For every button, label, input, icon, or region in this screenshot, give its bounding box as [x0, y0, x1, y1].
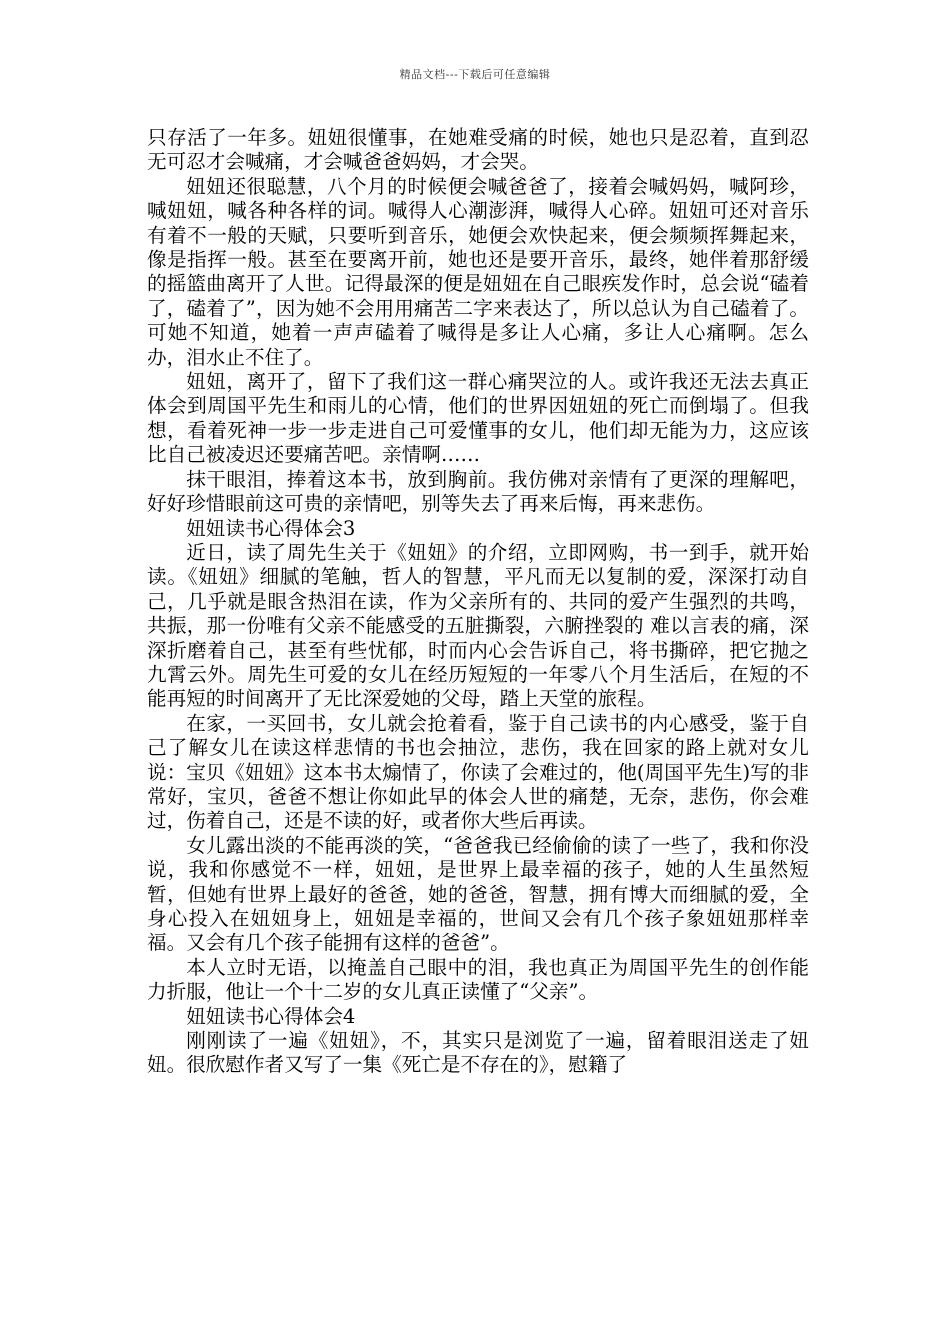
paragraph: 只存活了一年多。妞妞很懂事，在她难受痛的时候，她也只是忍着，直到忍无可忍才会喊痛，才会喊爸爸妈妈，才会哭。: [147, 126, 809, 174]
paragraph: 妞妞还很聪慧，八个月的时候便会喊爸爸了，接着会喊妈妈，喊阿珍，喊妞妞，喊各种各样的词。喊得人心潮澎湃，喊得人心碎。妞妞可还对音乐有着不一般的天赋，只要听到音乐，她便会欢快起来，便会频频挥舞起来，像是指挥一般。甚至在要离开前，她也还是要开音乐，最终，她伴着那舒缓的摇篮曲离开了人世。记得最深的便是妞妞在自己眼疾发作时，总会说“磕着了，磕着了”，因为她不会用用痛苦二字来表达了，所以总认为自己磕着了。可她不知道，她着一声声磕着了喊得是多让人心痛，多让人心痛啊。怎么办，泪水止不住了。: [147, 174, 809, 369]
section-heading: 妞妞读书心得体会4: [186, 1004, 356, 1028]
page-header: 精品文档---下载后可任意编辑: [399, 68, 551, 81]
paragraph: 近日，读了周先生关于《妞妞》的介绍，立即网购，书一到手，就开始读。《妞妞》细腻的笔触，哲人的智慧，平凡而无以复制的爱，深深打动自己，几乎就是眼含热泪在读，作为父亲所有的、共同的爱产生强烈的共鸣，共振，那一份唯有父亲不能感受的五脏撕裂，六腑挫裂的 难以言表的痛，深深折磨着自己，甚至有些忧郁，时而内心会告诉自己，将书撕碎，把它抛之九霄云外。周先生可爱的女儿在经历短短的一年零八个月生活后，在短的不能再短的时间离开了无比深爱她的父母，踏上天堂的旅程。: [147, 540, 809, 711]
document-body: [147, 126, 809, 1078]
paragraph: 本人立时无语，以掩盖自己眼中的泪，我也真正为周国平先生的创作能力折服，他让一个十二岁的女儿真正读懂了“父亲”。: [147, 955, 809, 1004]
paragraph: 抹干眼泪，捧着这本书，放到胸前。我仿佛对亲情有了更深的理解吧，好好珍惜眼前这可贵的亲情吧，别等失去了再来后悔，再来悲伤。: [147, 467, 809, 516]
paragraph: 女儿露出淡的不能再淡的笑，“爸爸我已经偷偷的读了一些了，我和你没说，我和你感觉不一样，妞妞，是世界上最幸福的孩子，她的人生虽然短暂，但她有世界上最好的爸爸，她的爸爸，智慧，拥有博大而细腻的爱，全身心投入在妞妞身上，妞妞是幸福的，世间又会有几个孩子象妞妞那样幸福。又会有几个孩子能拥有这样的爸爸”。: [147, 833, 809, 955]
section-heading: 妞妞读书心得体会3: [186, 516, 356, 540]
paragraph: 刚刚读了一遍《妞妞》，不，其实只是浏览了一遍，留着眼泪送走了妞妞。很欣慰作者又写了一集《死亡是不存在的》，慰籍了: [147, 1029, 809, 1077]
paragraph: 妞妞，离开了，留下了我们这一群心痛哭泣的人。或许我还无法去真正体会到周国平先生和雨儿的心情，他们的世界因妞妞的死亡而倒塌了。但我想，看着死神一步一步走进自己可爱懂事的女儿，他们却无能为力，这应该比自己被凌迟还要痛苦吧。亲情啊……: [147, 370, 809, 467]
paragraph: 在家，一买回书，女儿就会抢着看，鉴于自己读书的内心感受，鉴于自己了解女儿在读这样悲情的书也会抽泣，悲伤，我在回家的路上就对女儿说：宝贝《妞妞》这本书太煽情了，你读了会难过的，他(周国平先生)写的非常好，宝贝，爸爸不想让你如此早的体会人世的痛楚，无奈，悲伤，你会难过，伤着自己，还是不读的好，或者你大些后再读。: [147, 711, 809, 833]
